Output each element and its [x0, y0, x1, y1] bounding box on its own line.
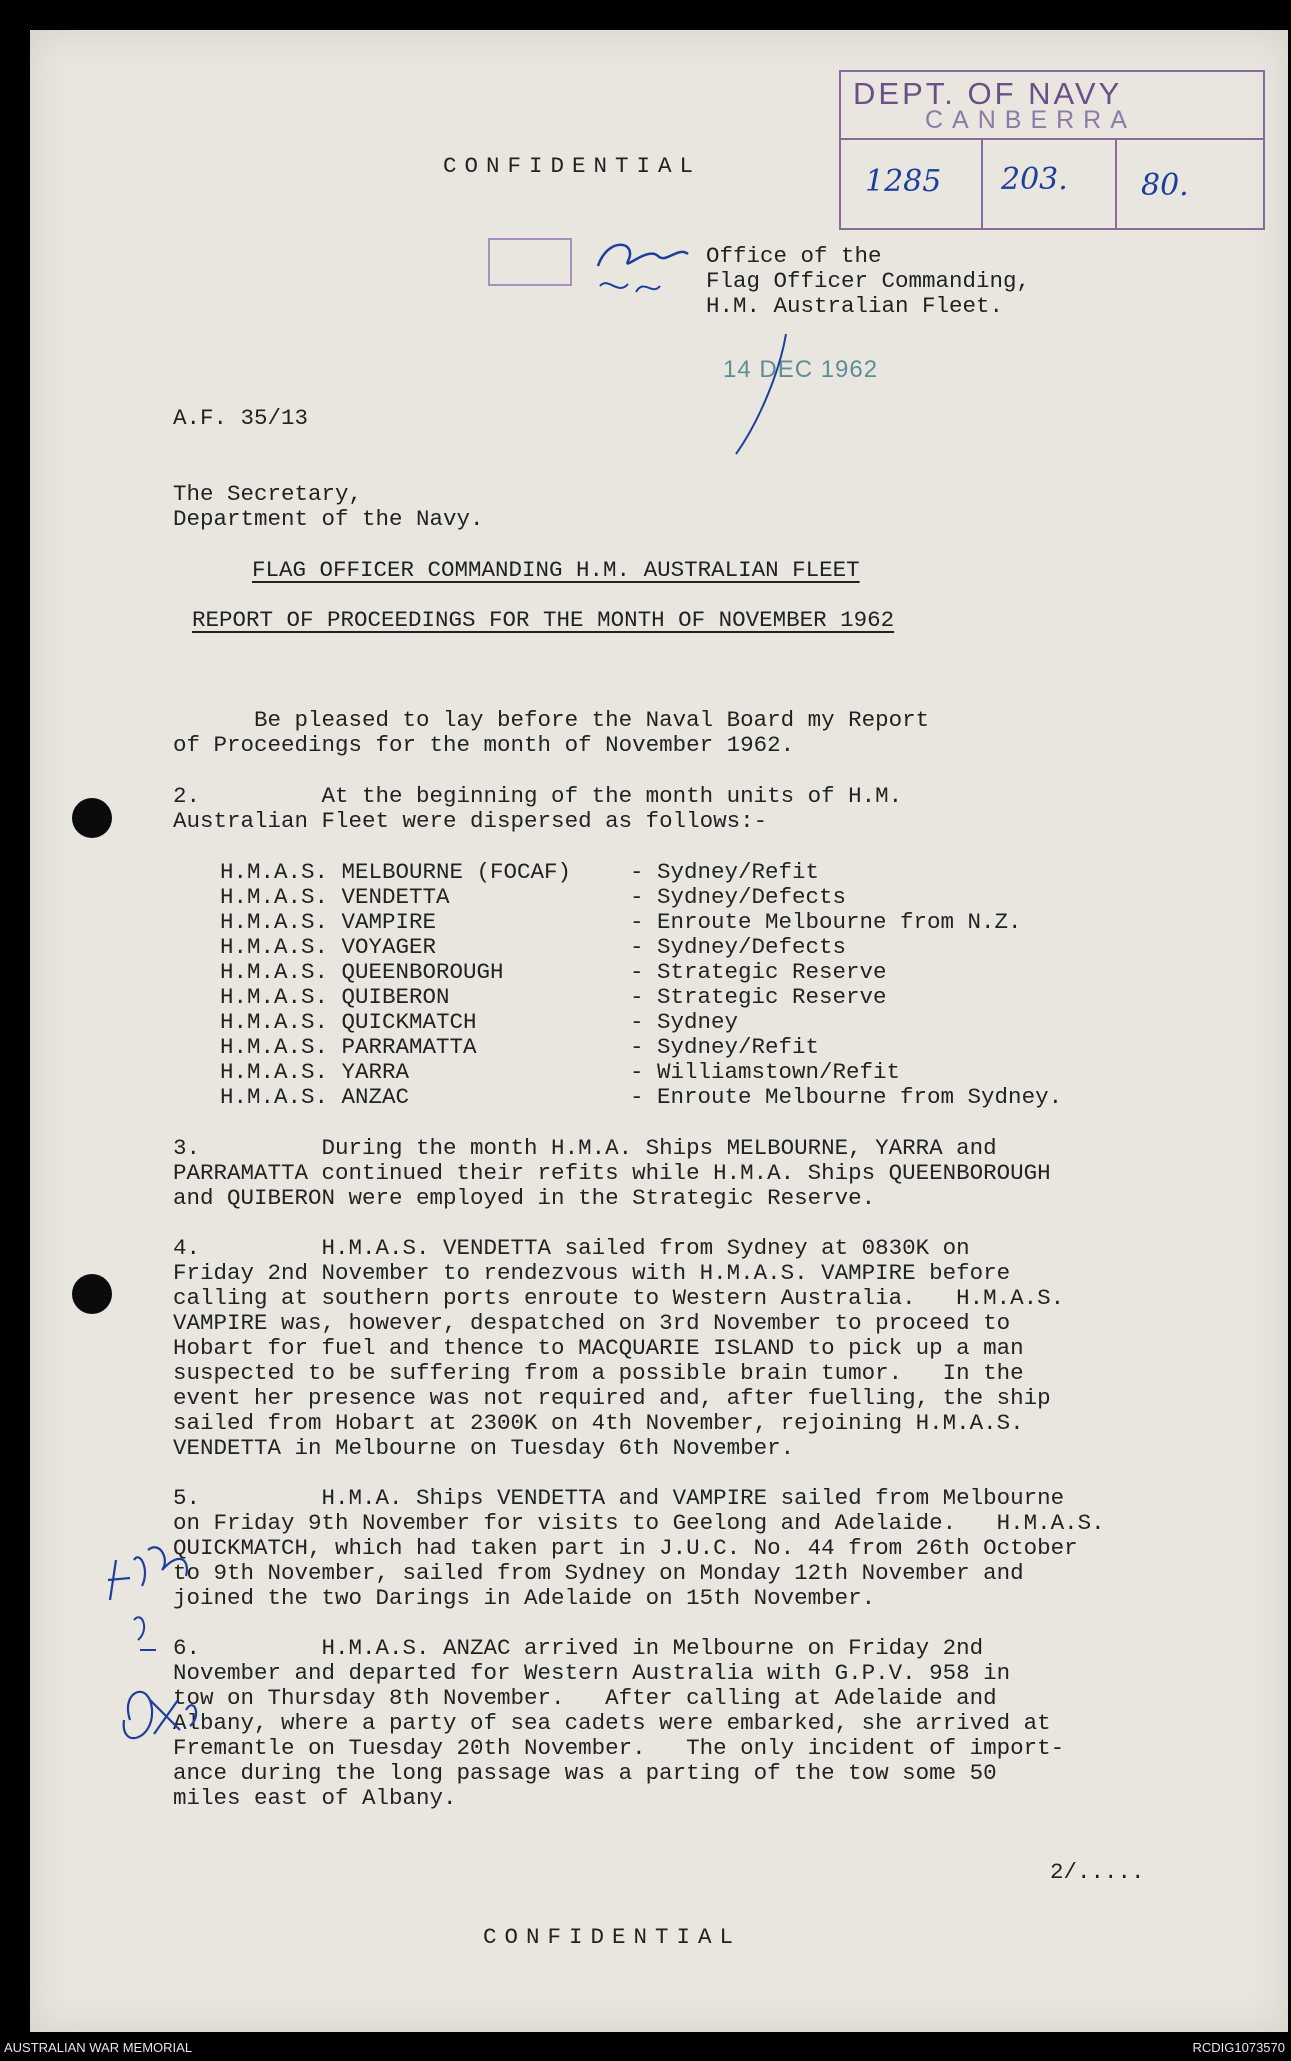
para2-line-1: 2. At the beginning of the month units of H.M. [173, 783, 903, 809]
ship-name: H.M.A.S. YARRA [220, 1059, 410, 1085]
ship-status: - Strategic Reserve [630, 984, 887, 1010]
para5-line-2: on Friday 9th November for visits to Geelong and Adelaide. H.M.A.S. [173, 1510, 1105, 1536]
ship-name: H.M.A.S. VAMPIRE [220, 909, 437, 935]
stamp-number-2: 203. [1001, 162, 1068, 197]
para1-line-1: Be pleased to lay before the Naval Board my Report [173, 707, 930, 733]
ship-name: H.M.A.S. QUICKMATCH [220, 1009, 477, 1035]
ship-status: - Sydney/Defects [630, 934, 847, 960]
stamp-number-3: 80. [1141, 168, 1189, 203]
ship-name: H.M.A.S. QUEENBOROUGH [220, 959, 504, 985]
ship-status: - Williamstown/Refit [630, 1059, 901, 1085]
para3-line-1: 3. During the month H.M.A. Ships MELBOURNE, YARRA and [173, 1135, 997, 1161]
confidential-footer: CONFIDENTIAL [483, 1924, 742, 1950]
para6-line-5: Fremantle on Tuesday 20th November. The only incident of import- [173, 1735, 1065, 1761]
para2-line-2: Australian Fleet were dispersed as follows:- [173, 808, 768, 834]
ship-name: H.M.A.S. VOYAGER [220, 934, 437, 960]
para6-line-1: 6. H.M.A.S. ANZAC arrived in Melbourne on Friday 2nd [173, 1635, 984, 1661]
ship-status: - Sydney/Refit [630, 1034, 820, 1060]
para4-line-4: VAMPIRE was, however, despatched on 3rd November to proceed to [173, 1310, 1011, 1336]
para4-line-2: Friday 2nd November to rendezvous with H.M.A.S. VAMPIRE before [173, 1260, 1011, 1286]
para4-line-5: Hobart for fuel and thence to MACQUARIE ISLAND to pick up a man [173, 1335, 1024, 1361]
ship-status: - Sydney/Defects [630, 884, 847, 910]
stamp-line2: CANBERRA [925, 106, 1136, 134]
para4-line-3: calling at southern ports enroute to Western Australia. H.M.A.S. [173, 1285, 1065, 1311]
para6-line-7: miles east of Albany. [173, 1785, 457, 1811]
punch-hole [72, 798, 112, 838]
para6-line-2: November and departed for Western Australia with G.P.V. 958 in [173, 1660, 1011, 1686]
para5-line-4: to 9th November, sailed from Sydney on Monday 12th November and [173, 1560, 1024, 1586]
punch-hole [72, 1274, 112, 1314]
ship-name: H.M.A.S. PARRAMATTA [220, 1034, 477, 1060]
ship-name: H.M.A.S. MELBOURNE (FOCAF) [220, 859, 572, 885]
title-line-2: REPORT OF PROCEEDINGS FOR THE MONTH OF NOVEMBER 1962 [192, 607, 895, 633]
addressee-line-1: The Secretary, [173, 481, 363, 507]
para5-line-1: 5. H.M.A. Ships VENDETTA and VAMPIRE sailed from Melbourne [173, 1485, 1065, 1511]
para5-line-5: joined the two Darings in Adelaide on 15th November. [173, 1585, 876, 1611]
para3-line-3: and QUIBERON were employed in the Strategic Reserve. [173, 1185, 876, 1211]
para4-line-7: event her presence was not required and, after fuelling, the ship [173, 1385, 1051, 1411]
ship-status: - Sydney/Refit [630, 859, 820, 885]
page-continuation: 2/..... [1050, 1859, 1145, 1885]
stamp-line1: DEPT. OF NAVY [853, 76, 1123, 111]
archive-id: RCDIG1073570 [1192, 2040, 1285, 2055]
stamp-number-1: 1285 [865, 164, 942, 199]
para4-line-8: sailed from Hobart at 2300K on 4th November, rejoining H.M.A.S. [173, 1410, 1024, 1436]
ship-name: H.M.A.S. VENDETTA [220, 884, 450, 910]
ship-name: H.M.A.S. QUIBERON [220, 984, 450, 1010]
para4-line-6: suspected to be suffering from a possible brain tumor. In the [173, 1360, 1024, 1386]
para6-line-3: tow on Thursday 8th November. After calling at Adelaide and [173, 1685, 997, 1711]
para4-line-1: 4. H.M.A.S. VENDETTA sailed from Sydney at 0830K on [173, 1235, 970, 1261]
ship-name: H.M.A.S. ANZAC [220, 1084, 410, 1110]
dept-navy-stamp [839, 70, 1265, 230]
para3-line-2: PARRAMATTA continued their refits while H.M.A. Ships QUEENBOROUGH [173, 1160, 1051, 1186]
office-line-3: H.M. Australian Fleet. [706, 293, 1004, 319]
para1-line-2: of Proceedings for the month of November 1962. [173, 732, 795, 758]
para4-line-9: VENDETTA in Melbourne on Tuesday 6th November. [173, 1435, 795, 1461]
ship-status: - Sydney [630, 1009, 739, 1035]
para5-line-3: QUICKMATCH, which had taken part in J.U.C. No. 44 from 26th October [173, 1535, 1078, 1561]
reference-number: A.F. 35/13 [173, 405, 309, 431]
title-line-1: FLAG OFFICER COMMANDING H.M. AUSTRALIAN FLEET [252, 557, 860, 583]
para6-line-6: ance during the long passage was a parting of the tow some 50 [173, 1760, 997, 1786]
pen-stroke [730, 330, 810, 460]
para6-line-4: Albany, where a party of sea cadets were embarked, she arrived at [173, 1710, 1051, 1736]
index-stamp [488, 238, 572, 286]
handwritten-initials-mark [588, 226, 708, 316]
document-page [30, 30, 1288, 2032]
office-line-1: Office of the [706, 243, 882, 269]
ship-status: - Strategic Reserve [630, 959, 887, 985]
archive-credit: AUSTRALIAN WAR MEMORIAL [4, 2040, 193, 2055]
received-date-stamp: 14 DEC 1962 [723, 356, 879, 383]
ship-status: - Enroute Melbourne from N.Z. [630, 909, 1022, 935]
addressee-line-2: Department of the Navy. [173, 506, 484, 532]
office-line-2: Flag Officer Commanding, [706, 268, 1031, 294]
confidential-header: CONFIDENTIAL [443, 153, 702, 179]
ship-status: - Enroute Melbourne from Sydney. [630, 1084, 1063, 1110]
margin-handwriting-marks [90, 1520, 220, 1780]
